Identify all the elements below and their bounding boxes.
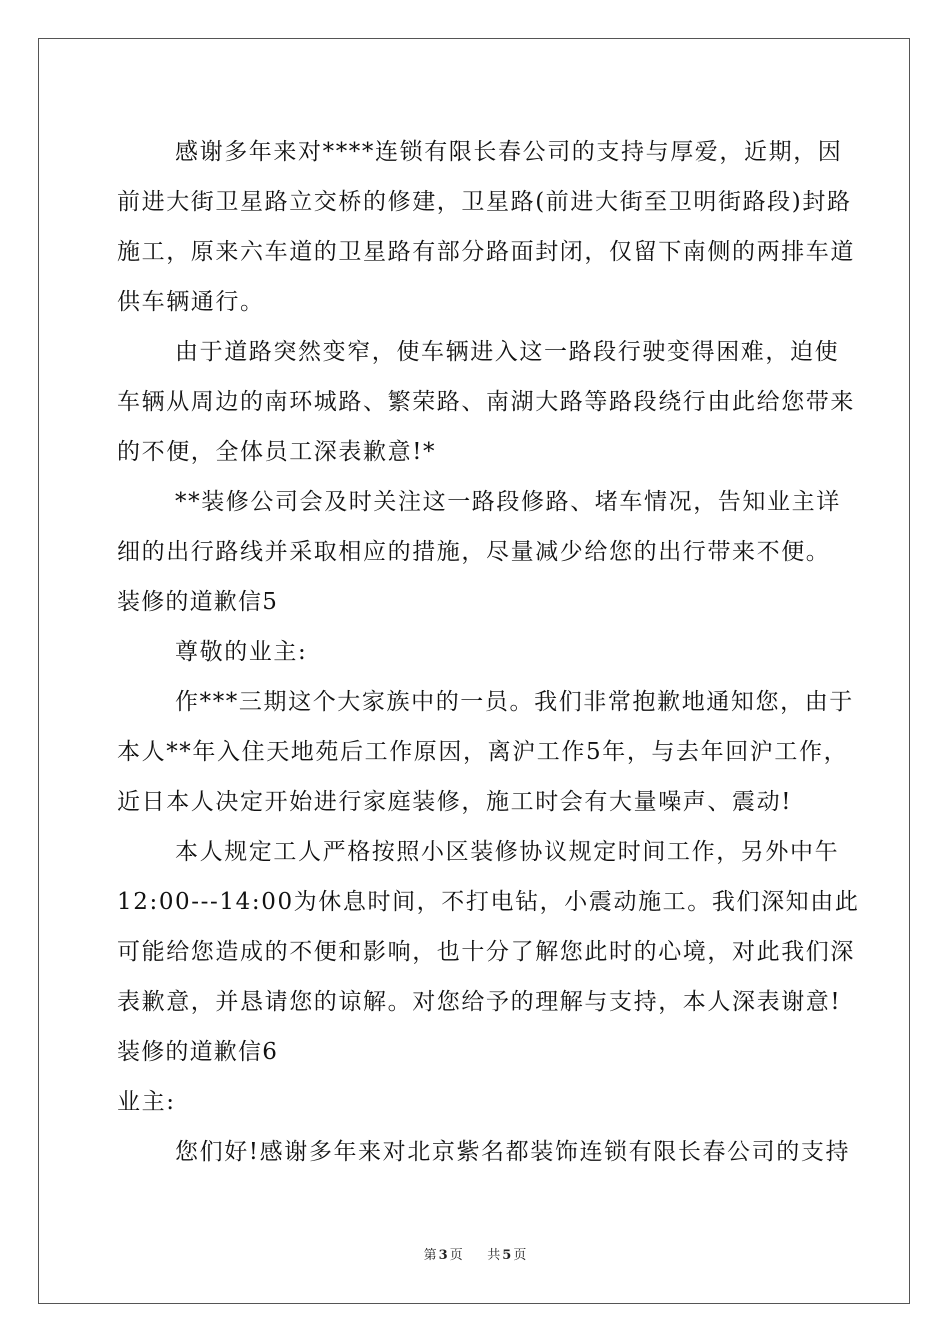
paragraph-line: 的不便，全体员工深表歉意!* bbox=[117, 439, 437, 465]
paragraph-line: 细的出行路线并采取相应的措施，尽量减少给您的出行带来不便。 bbox=[117, 539, 831, 565]
paragraph-line: 本人规定工人严格按照小区装修协议规定时间工作，另外中午 bbox=[175, 839, 840, 865]
page-prefix: 第 bbox=[423, 1248, 437, 1263]
page-current: 3 bbox=[438, 1248, 448, 1263]
total-count: 5 bbox=[502, 1248, 512, 1263]
page-suffix: 页 bbox=[449, 1248, 463, 1263]
paragraph-line: 供车辆通行。 bbox=[117, 289, 265, 315]
paragraph-line: 感谢多年来对****连锁有限长春公司的支持与厚爱，近期，因 bbox=[175, 139, 843, 165]
paragraph-line: 作***三期这个大家族中的一员。我们非常抱歉地通知您，由于 bbox=[175, 689, 854, 715]
total-prefix: 共 bbox=[487, 1248, 501, 1263]
section-heading: 装修的道歉信5 bbox=[117, 589, 279, 615]
paragraph-line: 您们好!感谢多年来对北京紫名都装饰连锁有限长春公司的支持 bbox=[175, 1139, 851, 1165]
paragraph-line: 可能给您造成的不便和影响，也十分了解您此时的心境，对此我们深 bbox=[117, 939, 855, 965]
paragraph-line: 车辆从周边的南环城路、繁荣路、南湖大路等路段绕行由此给您带来 bbox=[117, 389, 855, 415]
salutation: 业主: bbox=[117, 1089, 176, 1115]
paragraph-line: 近日本人决定开始进行家庭装修，施工时会有大量噪声、震动! bbox=[117, 789, 793, 815]
paragraph-line: **装修公司会及时关注这一路段修路、堵车情况，告知业主详 bbox=[175, 489, 841, 515]
paragraph-line: 前进大街卫星路立交桥的修建，卫星路(前进大街至卫明街路段)封路 bbox=[117, 189, 852, 215]
paragraph-line: 由于道路突然变窄，使车辆进入这一路段行驶变得困难，迫使 bbox=[175, 339, 840, 365]
page-number bbox=[422, 1248, 465, 1263]
paragraph-line: 表歉意，并恳请您的谅解。对您给予的理解与支持，本人深表谢意! bbox=[117, 989, 842, 1015]
paragraph-line: 本人**年入住天地苑后工作原因，离沪工作5年，与去年回沪工作， bbox=[117, 739, 849, 765]
section-heading: 装修的道歉信6 bbox=[117, 1039, 279, 1065]
page-total bbox=[485, 1248, 528, 1263]
page-footer bbox=[0, 1248, 950, 1264]
salutation: 尊敬的业主: bbox=[175, 639, 308, 665]
paragraph-line: 12:00---14:00为休息时间，不打电钻，小震动施工。我们深知由此 bbox=[117, 889, 860, 915]
total-suffix: 页 bbox=[513, 1248, 527, 1263]
paragraph-line: 施工，原来六车道的卫星路有部分路面封闭，仅留下南侧的两排车道 bbox=[117, 239, 855, 265]
